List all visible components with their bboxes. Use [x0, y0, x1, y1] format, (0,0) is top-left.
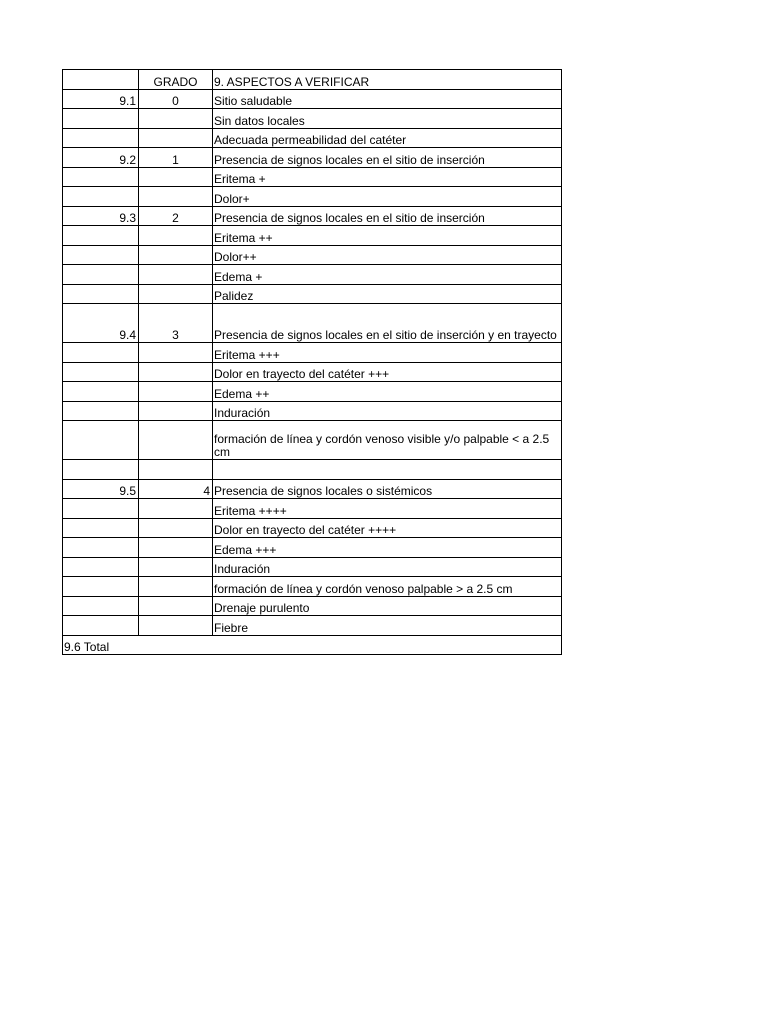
cell-item-id[interactable]: 9.3 [63, 206, 139, 226]
table-row [63, 557, 562, 577]
header-cell-aspect[interactable]: 9. ASPECTOS A VERIFICAR [213, 70, 562, 90]
cell-item-id[interactable] [63, 226, 139, 246]
table-row [63, 148, 562, 168]
cell-aspect[interactable]: Drenaje purulento [213, 596, 562, 616]
cell-grade[interactable]: 3 [139, 304, 213, 343]
table-row [63, 304, 562, 343]
table-row [63, 89, 562, 109]
cell-aspect[interactable]: Eritema + [213, 167, 562, 187]
cell-item-id[interactable]: 9.2 [63, 148, 139, 168]
table-row [63, 343, 562, 363]
table-row [63, 401, 562, 421]
total-row [63, 635, 562, 655]
cell-grade[interactable] [139, 187, 213, 207]
cell-grade[interactable] [139, 265, 213, 285]
cell-aspect[interactable]: Adecuada permeabilidad del catéter [213, 128, 562, 148]
cell-grade[interactable] [139, 128, 213, 148]
cell-aspect[interactable]: Presencia de signos locales en el sitio de inserción [213, 206, 562, 226]
cell-item-id[interactable] [63, 557, 139, 577]
cell-grade[interactable] [139, 557, 213, 577]
cell-grade[interactable]: 1 [139, 148, 213, 168]
cell-grade[interactable] [139, 382, 213, 402]
cell-aspect[interactable]: Edema ++ [213, 382, 562, 402]
cell-aspect[interactable]: Sin datos locales [213, 109, 562, 129]
table-row [63, 460, 562, 480]
cell-aspect[interactable]: Dolor en trayecto del catéter +++ [213, 362, 562, 382]
table-row [63, 265, 562, 285]
cell-grade[interactable] [139, 343, 213, 363]
cell-item-id[interactable] [63, 401, 139, 421]
table-row [63, 479, 562, 499]
cell-aspect[interactable]: Dolor+ [213, 187, 562, 207]
cell-item-id[interactable] [63, 499, 139, 519]
cell-grade[interactable]: 0 [139, 89, 213, 109]
table-row [63, 499, 562, 519]
cell-aspect[interactable]: Presencia de signos locales o sistémicos [213, 479, 562, 499]
cell-grade[interactable] [139, 538, 213, 558]
cell-item-id[interactable] [63, 245, 139, 265]
table-row [63, 518, 562, 538]
header-row [63, 70, 562, 90]
cell-grade[interactable] [139, 167, 213, 187]
cell-item-id[interactable] [63, 284, 139, 304]
cell-grade[interactable] [139, 616, 213, 636]
cell-aspect[interactable]: Palidez [213, 284, 562, 304]
header-cell-id[interactable] [63, 70, 139, 90]
cell-item-id[interactable] [63, 421, 139, 460]
cell-aspect[interactable] [213, 460, 562, 480]
cell-item-id[interactable] [63, 167, 139, 187]
cell-item-id[interactable] [63, 616, 139, 636]
cell-item-id[interactable] [63, 596, 139, 616]
cell-item-id[interactable] [63, 538, 139, 558]
cell-item-id[interactable]: 9.4 [63, 304, 139, 343]
cell-item-id[interactable] [63, 343, 139, 363]
cell-aspect[interactable]: Presencia de signos locales en el sitio de inserción y en trayecto [213, 304, 562, 343]
table-row [63, 577, 562, 597]
total-cell[interactable]: 9.6 Total [63, 635, 562, 655]
cell-item-id[interactable]: 9.5 [63, 479, 139, 499]
table-row [63, 187, 562, 207]
cell-grade[interactable] [139, 577, 213, 597]
cell-aspect[interactable]: Presencia de signos locales en el sitio de inserción [213, 148, 562, 168]
grading-table [62, 69, 562, 655]
cell-aspect[interactable]: Eritema ++++ [213, 499, 562, 519]
cell-item-id[interactable] [63, 128, 139, 148]
cell-aspect[interactable]: Dolor++ [213, 245, 562, 265]
cell-item-id[interactable] [63, 518, 139, 538]
table-row [63, 616, 562, 636]
table-row [63, 128, 562, 148]
table-row [63, 362, 562, 382]
cell-aspect[interactable]: formación de línea y cordón venoso visible y/o palpable < a 2.5 cm [213, 421, 562, 460]
cell-aspect[interactable]: Edema +++ [213, 538, 562, 558]
table-row [63, 206, 562, 226]
table-row [63, 421, 562, 460]
cell-grade[interactable] [139, 499, 213, 519]
cell-aspect[interactable]: Eritema +++ [213, 343, 562, 363]
table-row [63, 226, 562, 246]
table-row [63, 109, 562, 129]
cell-aspect[interactable]: Sitio saludable [213, 89, 562, 109]
cell-grade[interactable] [139, 421, 213, 460]
cell-grade[interactable] [139, 362, 213, 382]
cell-aspect[interactable]: Dolor en trayecto del catéter ++++ [213, 518, 562, 538]
cell-aspect[interactable]: Induración [213, 557, 562, 577]
cell-item-id[interactable] [63, 109, 139, 129]
grading-table-body [63, 70, 562, 655]
cell-item-id[interactable] [63, 577, 139, 597]
cell-item-id[interactable] [63, 382, 139, 402]
cell-item-id[interactable]: 9.1 [63, 89, 139, 109]
cell-grade[interactable]: 4 [139, 479, 213, 499]
cell-aspect[interactable]: Eritema ++ [213, 226, 562, 246]
cell-grade[interactable] [139, 401, 213, 421]
table-row [63, 382, 562, 402]
cell-grade[interactable] [139, 226, 213, 246]
table-row [63, 284, 562, 304]
cell-item-id[interactable] [63, 187, 139, 207]
cell-grade[interactable] [139, 596, 213, 616]
cell-grade[interactable] [139, 284, 213, 304]
cell-grade[interactable] [139, 460, 213, 480]
table-row [63, 538, 562, 558]
cell-aspect[interactable]: Edema + [213, 265, 562, 285]
table-row [63, 596, 562, 616]
cell-item-id[interactable] [63, 265, 139, 285]
cell-grade[interactable] [139, 109, 213, 129]
cell-aspect[interactable]: Fiebre [213, 616, 562, 636]
table-row [63, 167, 562, 187]
cell-grade[interactable] [139, 518, 213, 538]
cell-aspect[interactable]: Induración [213, 401, 562, 421]
cell-aspect[interactable]: formación de línea y cordón venoso palpable > a 2.5 cm [213, 577, 562, 597]
cell-grade[interactable] [139, 245, 213, 265]
cell-item-id[interactable] [63, 362, 139, 382]
cell-item-id[interactable] [63, 460, 139, 480]
header-cell-grade[interactable]: GRADO [139, 70, 213, 90]
cell-grade[interactable]: 2 [139, 206, 213, 226]
table-row [63, 245, 562, 265]
